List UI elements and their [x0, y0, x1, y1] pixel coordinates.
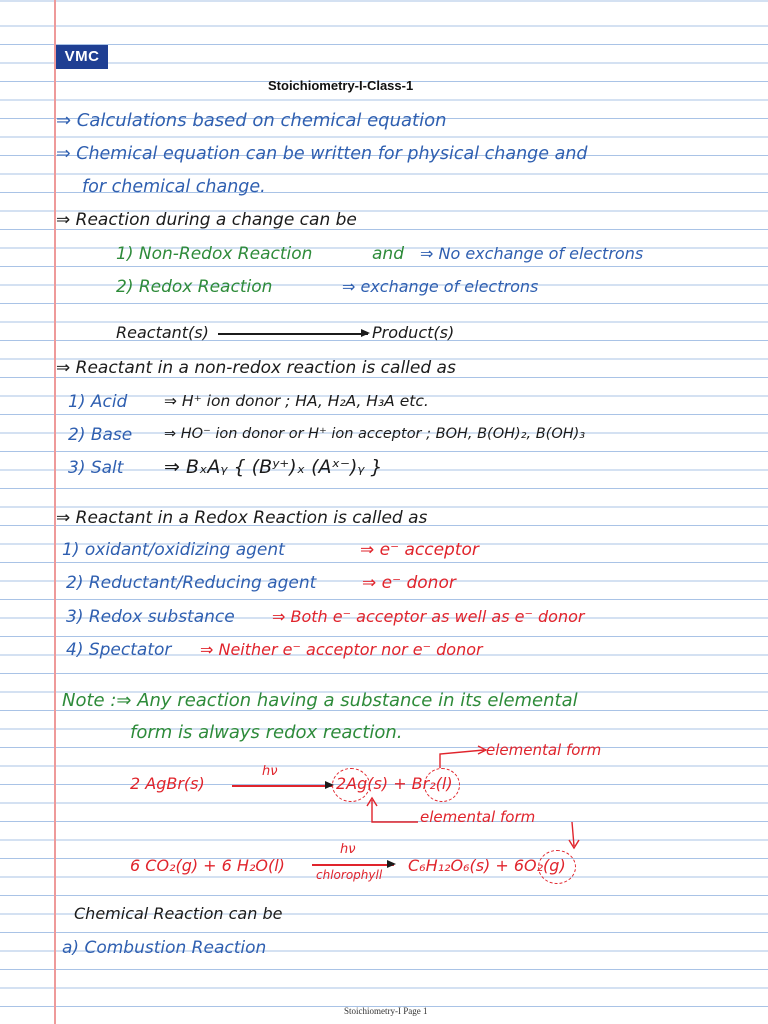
and-label: and [372, 244, 404, 264]
silver-bromide-reactant: 2 AgBr(s) [130, 774, 205, 793]
exchange-label: ⇒ exchange of electrons [342, 277, 539, 296]
page-footer: Stoichiometry-I Page 1 [344, 1006, 428, 1016]
note-line-24: a) Combustion Reaction [62, 938, 267, 958]
salt-label: 3) Salt [68, 458, 124, 478]
acid-definition: ⇒ H⁺ ion donor ; HA, H₂A, H₃A etc. [164, 392, 429, 410]
non-redox-label: 1) Non-Redox Reaction [116, 244, 313, 264]
note-line-1: ⇒ Calculations based on chemical equation [56, 110, 447, 131]
note-line-2: ⇒ Chemical equation can be written for physical change and [56, 144, 588, 164]
reactants-label: Reactant(s) [116, 323, 209, 342]
no-exchange-label: ⇒ No exchange of electrons [420, 244, 644, 263]
oxidant-label: 1) oxidant/oxidizing agent [62, 540, 285, 560]
photosynthesis-reactants: 6 CO₂(g) + 6 H₂O(l) [130, 856, 285, 875]
note-line-4: ⇒ Reaction during a change can be [56, 210, 357, 230]
hv-label-1: hν [262, 764, 278, 779]
hv-label-2: hν [340, 842, 356, 857]
base-label: 2) Base [68, 425, 133, 445]
note-line-23: Chemical Reaction can be [74, 904, 283, 923]
reductant-definition: ⇒ e⁻ donor [362, 573, 456, 593]
spectator-label: 4) Spectator [66, 640, 172, 660]
redox-substance-label: 3) Redox substance [66, 607, 235, 627]
oxidant-definition: ⇒ e⁻ acceptor [360, 540, 479, 560]
note-line-18: form is always redox reaction. [130, 722, 403, 743]
spectator-definition: ⇒ Neither e⁻ acceptor nor e⁻ donor [200, 640, 483, 659]
acid-label: 1) Acid [68, 392, 128, 412]
silver-bromine-products: 2Ag(s) + Br₂(l) [336, 774, 453, 793]
chlorophyll-label: chlorophyll [316, 868, 383, 882]
page-title: Stoichiometry-I-Class-1 [268, 78, 414, 93]
base-definition: ⇒ HO⁻ ion donor or H⁺ ion acceptor ; BOH, B(OH)₂, B(OH)₃ [164, 426, 586, 442]
salt-definition: ⇒ BₓAᵧ { (Bʸ⁺)ₓ (Aˣ⁻)ᵧ } [164, 456, 383, 478]
note-line-17: Note :⇒ Any reaction having a substance in its elemental [62, 690, 578, 711]
elemental-form-label-top: elemental form [486, 741, 602, 759]
photosynthesis-products: C₆H₁₂O₆(s) + 6O₂(g) [408, 856, 566, 875]
note-line-3: for chemical change. [82, 177, 266, 197]
note-line-12: ⇒ Reactant in a Redox Reaction is called as [56, 508, 428, 528]
vmc-logo: VMC [56, 45, 108, 69]
products-label: Product(s) [372, 323, 455, 342]
reductant-label: 2) Reductant/Reducing agent [66, 573, 317, 593]
redox-substance-definition: ⇒ Both e⁻ acceptor as well as e⁻ donor [272, 607, 585, 626]
elemental-form-label-bottom: elemental form [420, 808, 536, 826]
redox-label: 2) Redox Reaction [116, 277, 273, 297]
note-line-8: ⇒ Reactant in a non-redox reaction is called as [56, 358, 456, 378]
